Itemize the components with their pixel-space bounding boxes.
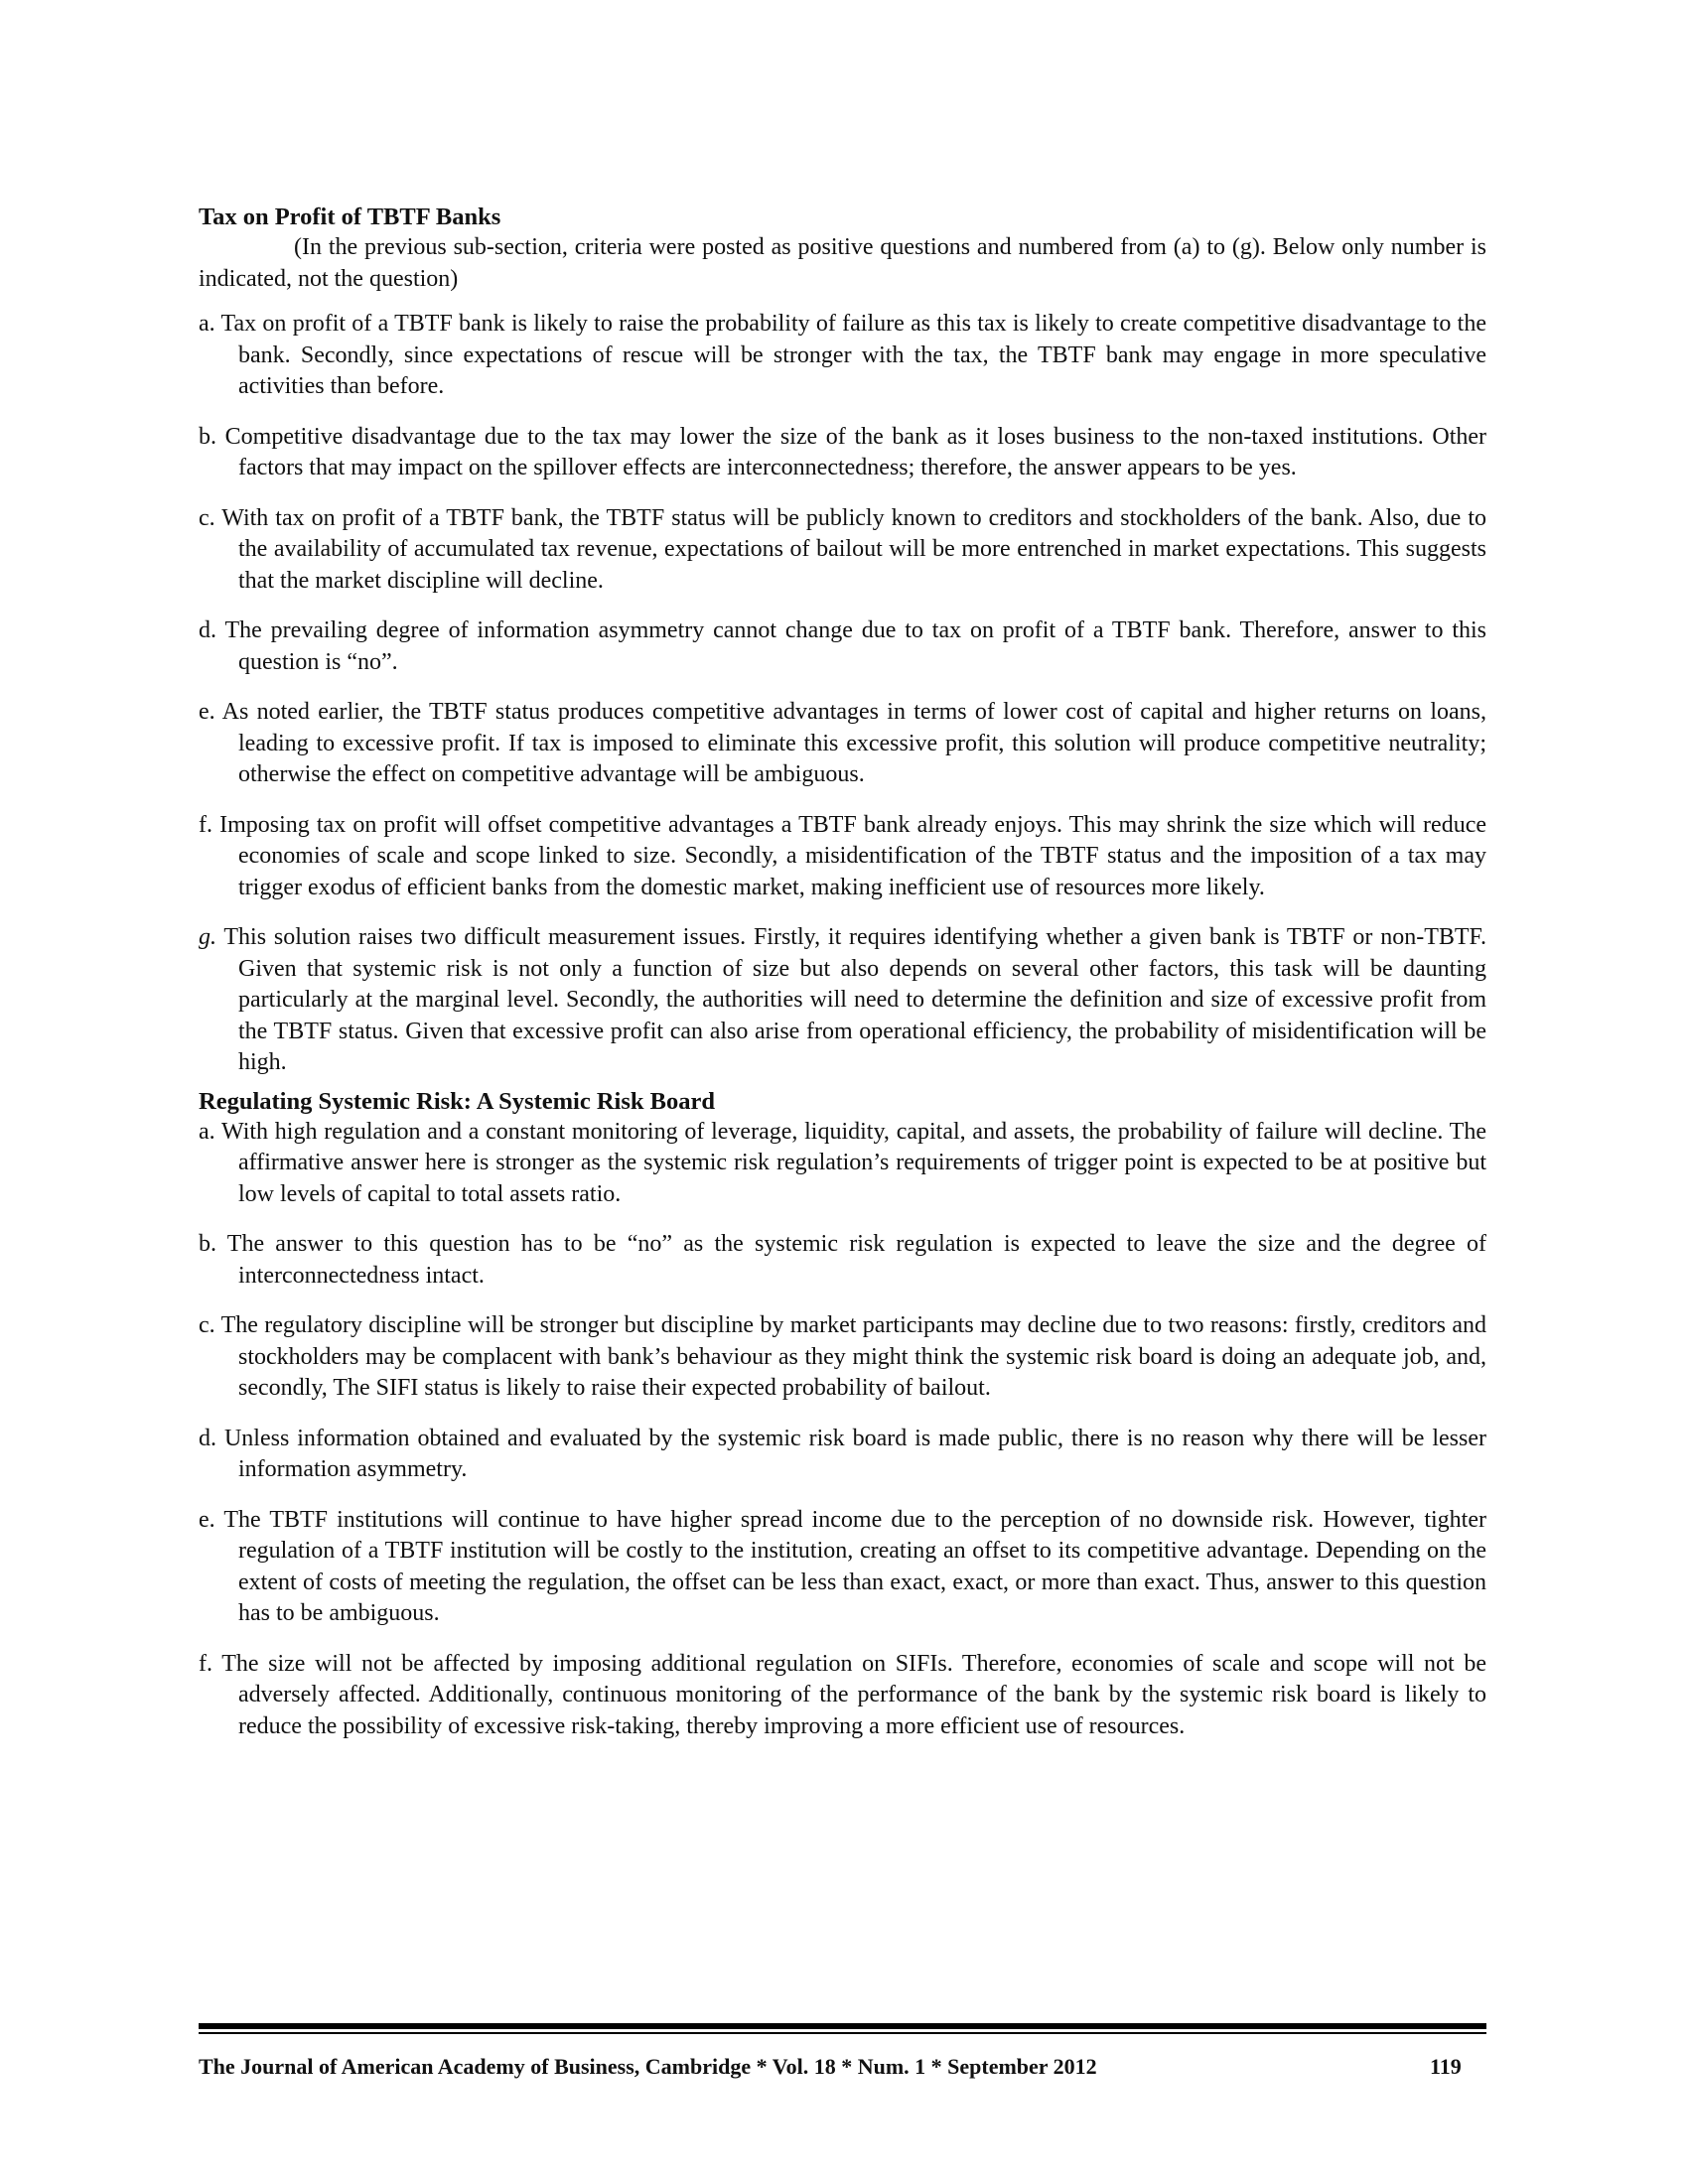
item-letter: b. [199,1231,216,1257]
item-text: The TBTF institutions will continue to have higher spread income due to the perception of no downside risk. However, tighter regulation of a TBTF institution will be costly to the institution, creating an offset to its competitive advantage. Depending on the extent of costs of meeting the regulation, the offset can be less than exact, exact, or more than exact. Thus, answer to this question has to be ambiguous. [223,1506,1486,1626]
page-number: 119 [1430,2054,1462,2079]
item-text: The size will not be affected by imposing additional regulation on SIFIs. Therefore, economies of scale and scope will not be adversely affected. Additionally, continuous monitoring of the performance of the bank by the systemic risk board is likely to reduce the possibility of excessive risk-taking, thereby improving a more efficient use of resources. [221,1650,1486,1739]
footer-rule-thick [199,2023,1486,2029]
list-item [199,1424,1486,1486]
item-text: Competitive disadvantage due to the tax may lower the size of the bank as it loses business to the non-taxed institutions. Other factors that may impact on the spillover effects are interconnectedness; therefore, the answer appears to be yes. [224,423,1487,480]
item-text: The prevailing degree of information asymmetry cannot change due to tax on profit of a TBTF bank. Therefore, answer to this question is “no”. [224,617,1487,675]
footer-rule-thin [199,2032,1486,2034]
item-letter: f. [199,811,212,838]
page-content [199,202,1486,1761]
list-item [199,1649,1486,1743]
list-item [199,1117,1486,1211]
item-letter: e. [199,699,215,725]
item-letter: c. [199,1312,215,1338]
list-item [199,810,1486,904]
item-letter: f. [199,1650,212,1677]
section-heading-tax-on-profit: Tax on Profit of TBTF Banks [199,204,501,230]
item-letter: a. [199,1118,215,1145]
section-intro: (In the previous sub-section, criteria were posted as positive questions and numbered from (a) to (g). Below only number is indicated, not the question) [199,234,1486,292]
list-item [199,922,1486,1079]
item-letter: d. [199,1425,216,1451]
list-item [199,697,1486,791]
page-footer [199,2051,1486,2083]
list-item [199,1505,1486,1630]
list-item [199,422,1486,484]
item-text: This solution raises two difficult measurement issues. Firstly, it requires identifying whether a given bank is TBTF or non-TBTF. Given that systemic risk is not only a function of size but also depends on several other factors, this task will be daunting particularly at the marginal level. Secondly, the authorities will need to determine the definition and size of excessive profit from the TBTF status. Given that excessive profit can also arise from operational efficiency, the probability of misidentification will be high. [223,924,1486,1075]
item-letter: a. [199,311,215,337]
item-letter: e. [199,1506,215,1533]
item-text: The regulatory discipline will be stronger but discipline by market participants may decline due to two reasons: firstly, creditors and stockholders may be complacent with bank’s behaviour as they might think the systemic risk board is doing an adequate job, and, secondly, The SIFI status is likely to raise their expected probability of bailout. [220,1312,1486,1401]
footer-journal-citation: The Journal of American Academy of Business, Cambridge * Vol. 18 * Num. 1 * September 2012 [199,2054,1097,2079]
item-text: The answer to this question has to be “no” as the systemic risk regulation is expected to leave the size and the degree of interconnectedness intact. [226,1231,1486,1289]
item-letter: c. [199,504,215,531]
section2-list [199,1117,1486,1743]
list-item [199,1229,1486,1292]
item-text: Imposing tax on profit will offset competitive advantages a TBTF bank already enjoys. This may shrink the size which will reduce economies of scale and scope linked to size. Secondly, a misidentification of the TBTF status and the imposition of a tax may trigger exodus of efficient banks from the domestic market, making inefficient use of resources more likely. [219,811,1487,900]
item-text: As noted earlier, the TBTF status produces competitive advantages in terms of lower cost of capital and higher returns on loans, leading to excessive profit. If tax is imposed to eliminate this excessive profit, this solution will produce competitive neutrality; otherwise the effect on competitive advantage will be ambiguous. [221,699,1486,787]
item-letter: b. [199,423,216,450]
section-heading-systemic-risk-board: Regulating Systemic Risk: A Systemic Risk Board [199,1087,715,1115]
item-letter: g. [199,924,216,950]
list-item [199,615,1486,678]
item-letter: d. [199,617,216,643]
section1-list [199,309,1486,1079]
list-item [199,309,1486,403]
list-item [199,1310,1486,1405]
list-item [199,503,1486,598]
item-text: With high regulation and a constant monitoring of leverage, liquidity, capital, and assets, the probability of failure will decline. The affirmative answer here is stronger as the systemic risk regulation’s requirements of trigger point is expected to be at positive but low levels of capital to total assets ratio. [221,1118,1486,1207]
item-text: Tax on profit of a TBTF bank is likely to raise the probability of failure as this tax is likely to create competitive disadvantage to the bank. Secondly, since expectations of rescue will be stronger with the tax, the TBTF bank may engage in more speculative activities than before. [220,311,1487,399]
item-text: With tax on profit of a TBTF bank, the TBTF status will be publicly known to creditors and stockholders of the bank. Also, due to the availability of accumulated tax revenue, expectations of bailout will be more entrenched in market expectations. This suggests that the market discipline will decline. [221,504,1486,594]
item-text: Unless information obtained and evaluated by the systemic risk board is made public, there is no reason why there will be lesser information asymmetry. [223,1425,1487,1482]
